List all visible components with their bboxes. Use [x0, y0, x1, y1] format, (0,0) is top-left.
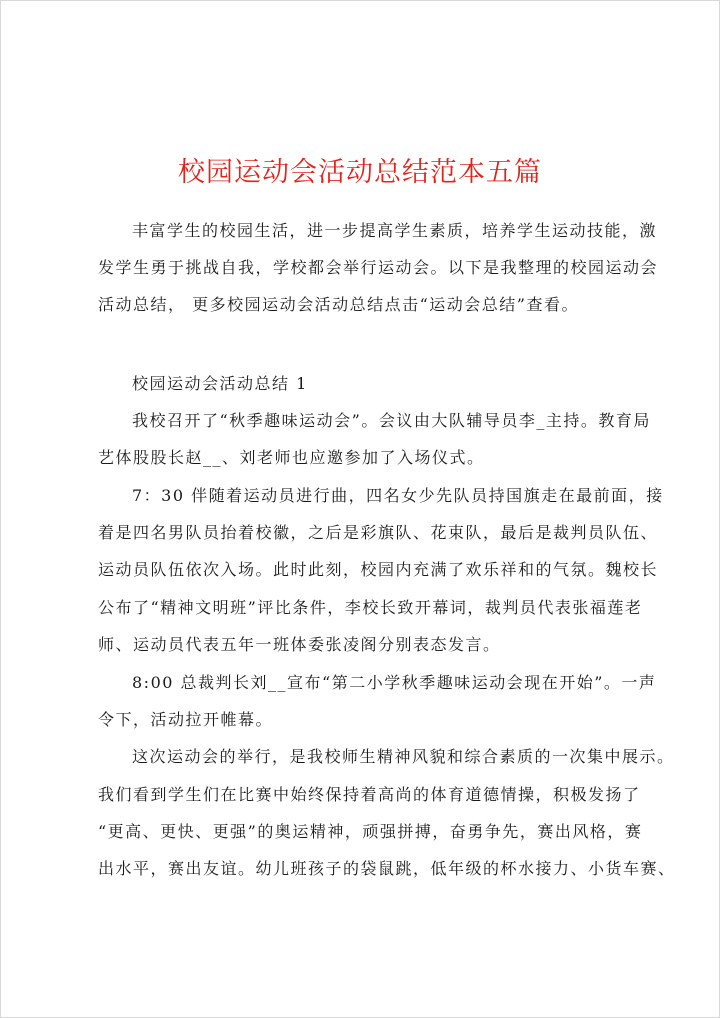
paragraph-line: 令下，活动拉开帷幕。 [98, 710, 274, 729]
paragraph-line: 着是四名男队员抬着校徽，之后是彩旗队、花束队，最后是裁判员队伍、 [98, 523, 659, 542]
paragraph-line: 丰富学生的校园生活，进一步提高学生素质，培养学生运动技能，激 [132, 221, 658, 240]
paragraph-line: 艺体股股长赵__、刘老师也应邀参加了入场仪式。 [98, 448, 485, 467]
paragraph-line: 发学生勇于挑战自我，学校都会举行运动会。以下是我整理的校园运动会 [98, 258, 659, 277]
paragraph-line: “更高、更快、更强”的奥运精神，顽强拼搏，奋勇争先，赛出风格，赛 [98, 822, 643, 841]
paragraph-line: 公布了“精神文明班”评比条件，李校长致开幕词，裁判员代表张福莲老 [98, 598, 643, 617]
paragraph-line: 出水平，赛出友谊。幼儿班孩子的袋鼠跳，低年级的杯水接力、小货车赛、 [98, 859, 676, 878]
paragraph-line: 师、运动员代表五年一班体委张凌阁分别表态发言。 [98, 635, 501, 654]
paragraph-line: 活动总结， 更多校园运动会活动总结点击“运动会总结”查看。 [98, 295, 579, 314]
section-heading: 校园运动会活动总结 1 [132, 374, 308, 393]
paragraph-line: 运动员队伍依次入场。此时此刻，校园内充满了欢乐祥和的气氛。魏校长 [98, 560, 659, 579]
document-title: 校园运动会活动总结范本五篇 [178, 157, 542, 188]
paragraph-line: 我们看到学生们在比赛中始终保持着高尚的体育道德情操，积极发扬了 [98, 785, 641, 804]
paragraph-line: 8:00 总裁判长刘__宣布“第二小学秋季趣味运动会现在开始”。一声 [132, 673, 657, 692]
paragraph-line: 这次运动会的举行，是我校师生精神风貌和综合素质的一次集中展示。 [132, 747, 675, 766]
paragraph-line: 我校召开了“秋季趣味运动会”。会议由大队辅导员李_主持。教育局 [132, 411, 651, 430]
paragraph-line: 7：30 伴随着运动员进行曲，四名女少先队员持国旗走在最前面，接 [132, 486, 664, 505]
